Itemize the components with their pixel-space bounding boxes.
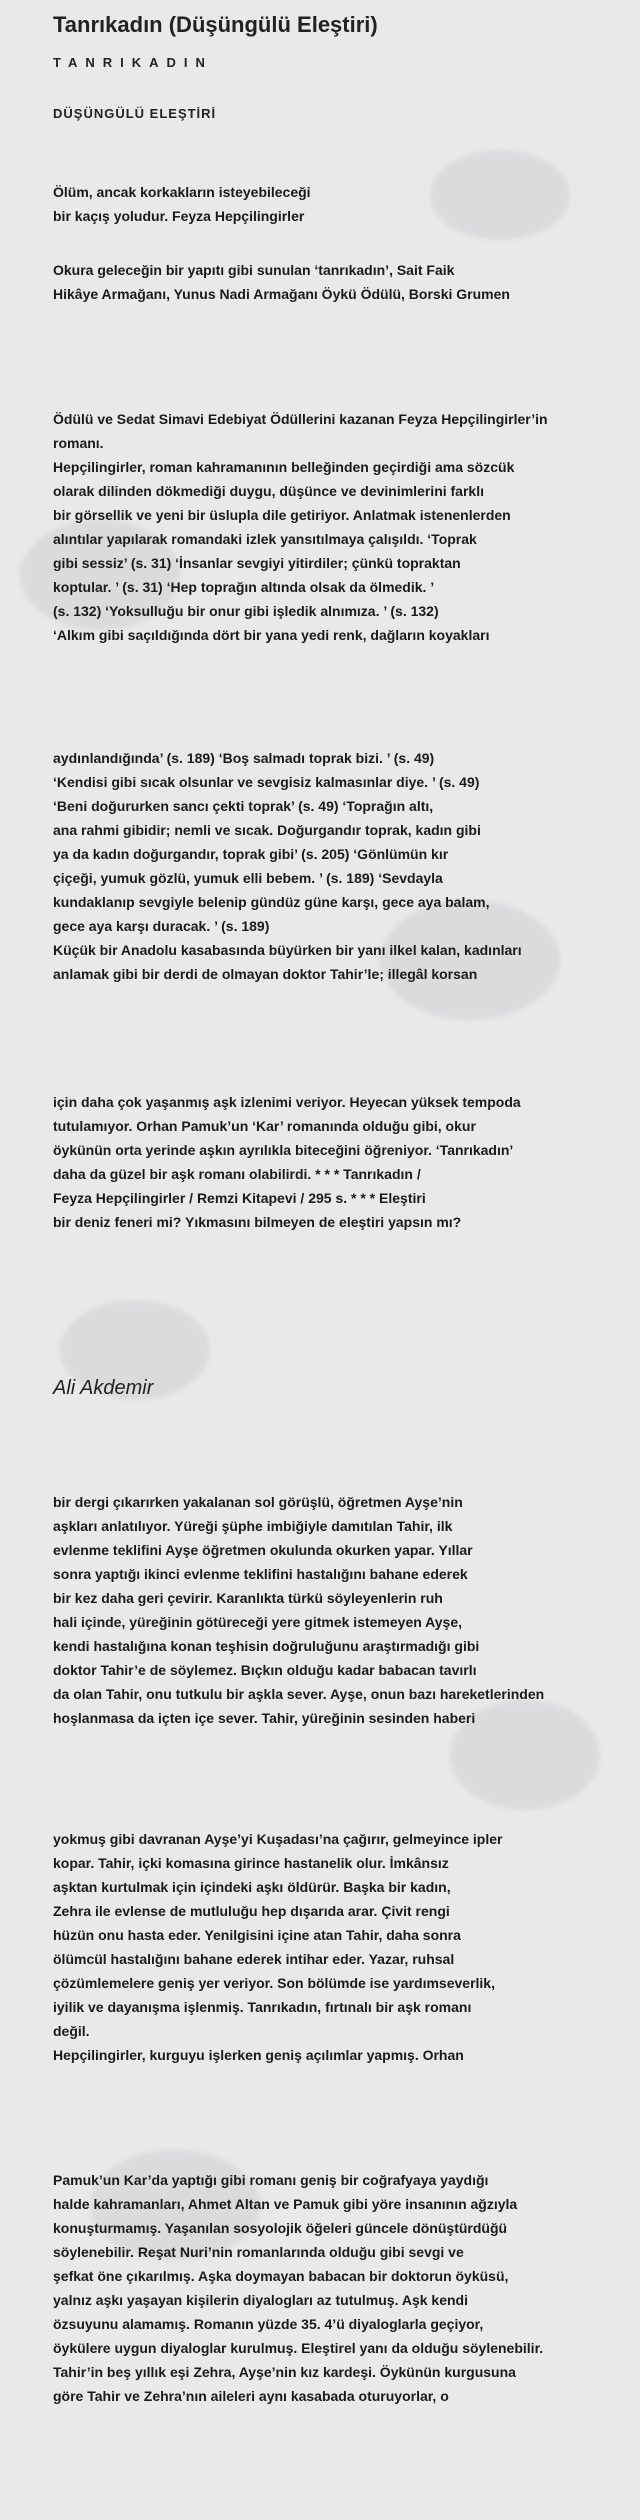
page-title: Tanrıkadın (Düşüngülü Eleştiri) (53, 12, 378, 37)
paragraph-intro: Okura geleceğin bir yapıtı gibi sunulan ‘tanrıkadın’, Sait Faik Hikâye Armağanı, Yunus Nadi Armağanı Öykü Ödülü, Borski Grumen (53, 262, 510, 302)
paragraph-epigraph: Ölüm, ancak korkakların isteyebileceği bir kaçış yoludur. Feyza Hepçilingirler (53, 184, 311, 224)
brand-label: TANRIKADIN (53, 55, 213, 70)
paragraph-body: Pamuk’un Kar’da yaptığı gibi romanı geniş bir coğrafyaya yaydığı halde kahramanları, Ahmet Altan ve Pamuk gibi yöre insanının ağzıyla konuşturmamış. Yaşanılan sosyolojik öğeleri güncele dönüştürdüğü söylenebilir. Reşat Nuri’nin romanlarında olduğu gibi sevgi ve şefkat öne çıkarılmış. Aşka doymayan babacan bir doktorun öyküsü, yalnız aşkı yaşayan kişilerin diyalogları az tutulmuş. Aşk kendi özsuyunu alamamış. Romanın yüzde 35. 4’ü diyaloglarla geçiyor, öykülere uygun diyaloglar kurulmuş. Eleştirel yanı da olduğu söylenebilir. Tahir’in beş yıllık eşi Zehra, Ayşe’nin kız kardeşi. Öykünün kurgusuna göre Tahir ve Zehra’nın aileleri aynı kasabada oturuyorlar, o (53, 2172, 544, 2404)
paragraph-body: aydınlandığında’ (s. 189) ‘Boş salmadı toprak bizi. ’ (s. 49) ‘Kendisi gibi sıcak olsunlar ve sevgisiz kalmasınlar diye. ’ (s. 49) ‘Beni doğururken sancı çekti toprak’ (s. 49) ‘Toprağın altı, ana rahmi gibidir; nemli ve sıcak. Doğurgandır toprak, kadın gibi ya da kadın doğurgandır, toprak gibi’ (s. 205) ‘Gönlümün kır çiçeği, yumuk gözlü, yumuk elli bebem. ’ (s. 189) ‘Sevdayla kundaklanıp sevgiyle belenip gündüz güne karşı, gece aya balam, gece aya karşı duracak. ’ (s. 189) Küçük bir Anadolu kasabasında büyürken bir yanı ilkel kalan, kadınları anlamak gibi bir derdi de olmayan doktor Tahir’le; illegâl korsan (53, 750, 522, 982)
section-label: DÜŞÜNGÜLÜ ELEŞTİRİ (53, 106, 217, 121)
paragraph-body: için daha çok yaşanmış aşk izlenimi veriyor. Heyecan yüksek tempoda tutulamıyor. Orhan Pamuk’un ‘Kar’ romanında olduğu gibi, okur öykünün orta yerinde aşkın ayrılıkla biteceğini öğreniyor. ‘Tanrıkadın’ daha da güzel bir aşk romanı olabilirdi. * * * Tanrıkadın / Feyza Hepçilingirler / Remzi Kitapevi / 295 s. * * * Eleştiri bir deniz feneri mi? Yıkmasını bilmeyen de eleştiri yapsın mı? (53, 1094, 521, 1230)
paragraph-body: bir dergi çıkarırken yakalanan sol görüşlü, öğretmen Ayşe’nin aşkları anlatılıyor. Yüreği şüphe imbiğiyle damıtılan Tahir, ilk evlenme teklifini Ayşe öğretmen okulunda okurken yapar. Yıllar sonra yaptığı ikinci evlenme teklifini hastalığını bahane ederek bir kez daha geri çevirir. Karanlıkta türkü söyleyenlerin ruh hali içinde, yüreğinin götüreceği yere gitmek istemeyen Ayşe, kendi hastalığına konan teşhisin doğruluğunu araştırmadığı gibi doktor Tahir’e de söylemez. Bıçkın olduğu kadar babacan tavırlı da olan Tahir, onu tutkulu bir aşkla sever. Ayşe, onun bazı hareketlerinden hoşlanmasa da içten içe sever. Tahir, yüreğinin sesinden haberi (53, 1494, 545, 1726)
author-name: Ali Akdemir (53, 1377, 154, 1399)
paragraph-body: yokmuş gibi davranan Ayşe’yi Kuşadası’na çağırır, gelmeyince ipler kopar. Tahir, içki komasına girince hastanelik olur. İmkânsız aşktan kurtulmak için içindeki aşkı öldürür. Başka bir kadın, Zehra ile evlense de mutluluğu hep dışarıda arar. Çivit rengi hüzün onu hasta eder. Yenilgisini içine atan Tahir, daha sonra ölümcül hastalığını bahane ederek intihar eder. Yazar, ruhsal çözümlemelere geniş yer veriyor. Son bölümde ise yardımseverlik, iyilik ve dayanışma işlenmiş. Tanrıkadın, fırtınalı bir aşk romanı değil. Hepçilingirler, kurguyu işlerken geniş açılımlar yapmış. Orhan (53, 1831, 503, 2063)
paragraph-body: Ödülü ve Sedat Simavi Edebiyat Ödüllerini kazanan Feyza Hepçilingirler’in romanı. Hepçilingirler, roman kahramanının belleğinden geçirdiği ama sözcük olarak dilinden dökmediği duygu, düşünce ve devinimlerini farklı bir görsellik ve yeni bir üslupla dile getiriyor. Anlatmak istenenlerden alıntılar yapılarak romandaki izlek yansıtılmaya çalışıldı. ‘Toprak gibi sessiz’ (s. 31) ‘İnsanlar sevgiyi yitirdiler; çünkü topraktan koptular. ’ (s. 31) ‘Hep toprağın altında olsak da ölmedik. ’ (s. 132) ‘Yoksulluğu bir onur gibi işledik alnımıza. ’ (s. 132) ‘Alkım gibi saçıldığında dört bir yana yedi renk, dağların koyakları (53, 411, 548, 643)
